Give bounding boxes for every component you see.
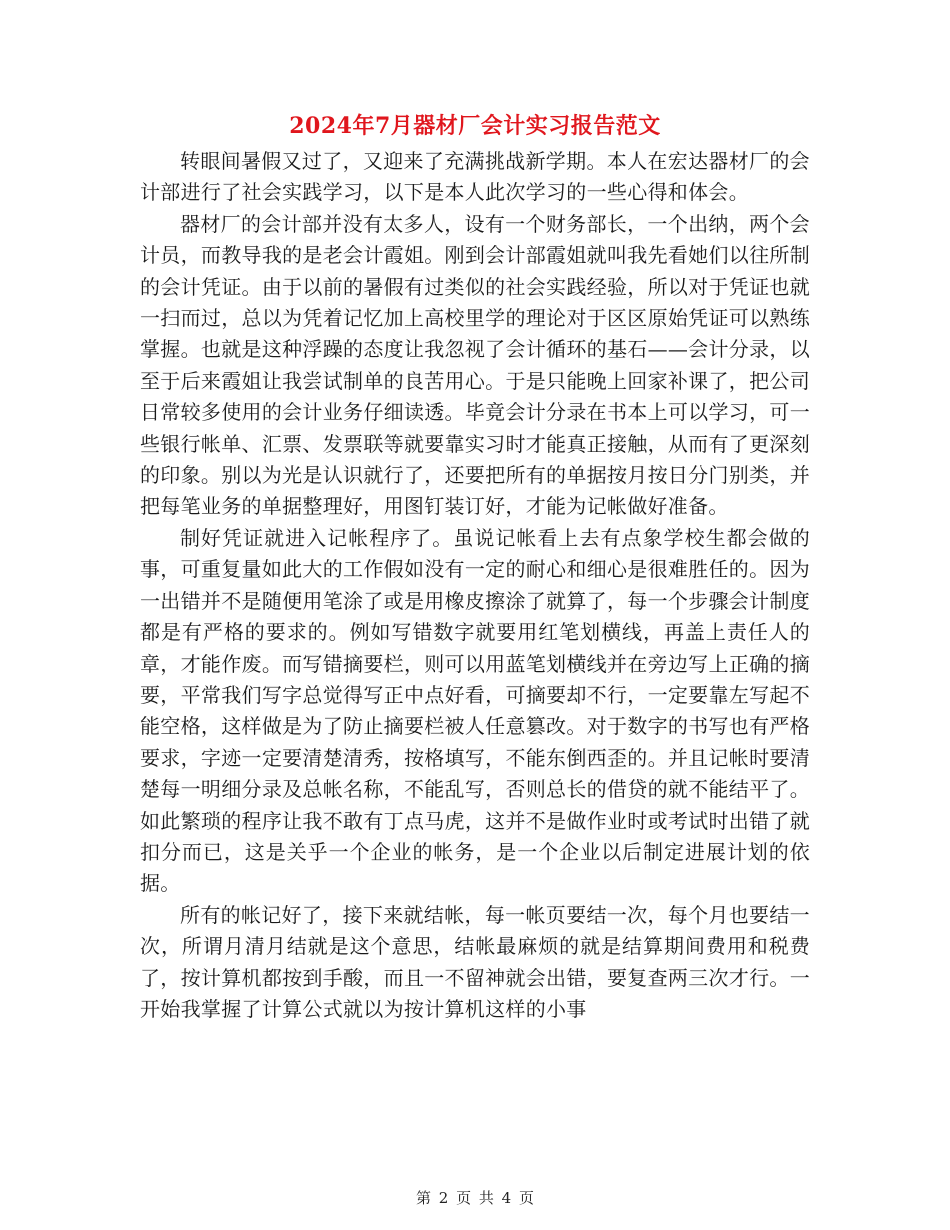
paragraph-bookkeeping: 制好凭证就进入记帐程序了。虽说记帐看上去有点象学校生都会做的事，可重复量如此大的工作假如没有一定的耐心和细心是很难胜任的。因为一出错并不是随便用笔涂了或是用橡皮擦涂了就算了，每一个步骤会计制度都是有严格的要求的。例如写错数字就要用红笔划横线，再盖上责任人的章，才能作废。而写错摘要栏，则可以用蓝笔划横线并在旁边写上正确的摘要，平常我们写字总觉得写正中点好看，可摘要却不行，一定要靠左写起不能空格，这样做是为了防止摘要栏被人任意篡改。对于数字的书写也有严格要求，字迹一定要清楚清秀，按格填写，不能东倒西歪的。并且记帐时要清楚每一明细分录及总帐名称，不能乱写，否则总长的借贷的就不能结平了。如此繁琐的程序让我不敢有丁点马虎，这并不是做作业时或考试时出错了就扣分而已，这是关乎一个企业的帐务，是一个企业以后制定进展计划的依据。 [140, 525, 810, 896]
paragraph-closing-accounts: 所有的帐记好了，接下来就结帐，每一帐页要结一次，每个月也要结一次，所谓月清月结就是这个意思，结帐最麻烦的就是结算期间费用和税费了，按计算机都按到手酸，而且一不留神就会出错，要复查两三次才行。一开始我掌握了计算公式就以为按计算机这样的小事 [140, 902, 810, 1021]
paragraph-intro: 转眼间暑假又过了，又迎来了充满挑战新学期。本人在宏达器材厂的会计部进行了社会实践学习，以下是本人此次学习的一些心得和体会。 [140, 149, 810, 205]
paragraph-accounting-department: 器材厂的会计部并没有太多人，设有一个财务部长，一个出纳，两个会计员，而教导我的是老会计霞姐。刚到会计部霞姐就叫我先看她们以往所制的会计凭证。由于以前的暑假有过类似的社会实践经验，所以对于凭证也就一扫而过，总以为凭着记忆加上高校里学的理论对于区区原始凭证可以熟练掌握。也就是这种浮躁的态度让我忽视了会计循环的基石——会计分录，以至于后来霞姐让我尝试制单的良苦用心。于是只能晚上回家补课了，把公司日常较多使用的会计业务仔细读透。毕竟会计分录在书本上可以学习，可一些银行帐单、汇票、发票联等就要靠实习时才能真正接触，从而有了更深刻的印象。别以为光是认识就行了，还要把所有的单据按月按日分门别类，并把每笔业务的单据整理好，用图钉装订好，才能为记帐做好准备。 [140, 211, 810, 519]
document-body [140, 146, 810, 1025]
page-number-footer: 第 2 页 共 4 页 [416, 1189, 534, 1207]
document-title: 2024年7月器材厂会计实习报告范文 [289, 113, 661, 139]
